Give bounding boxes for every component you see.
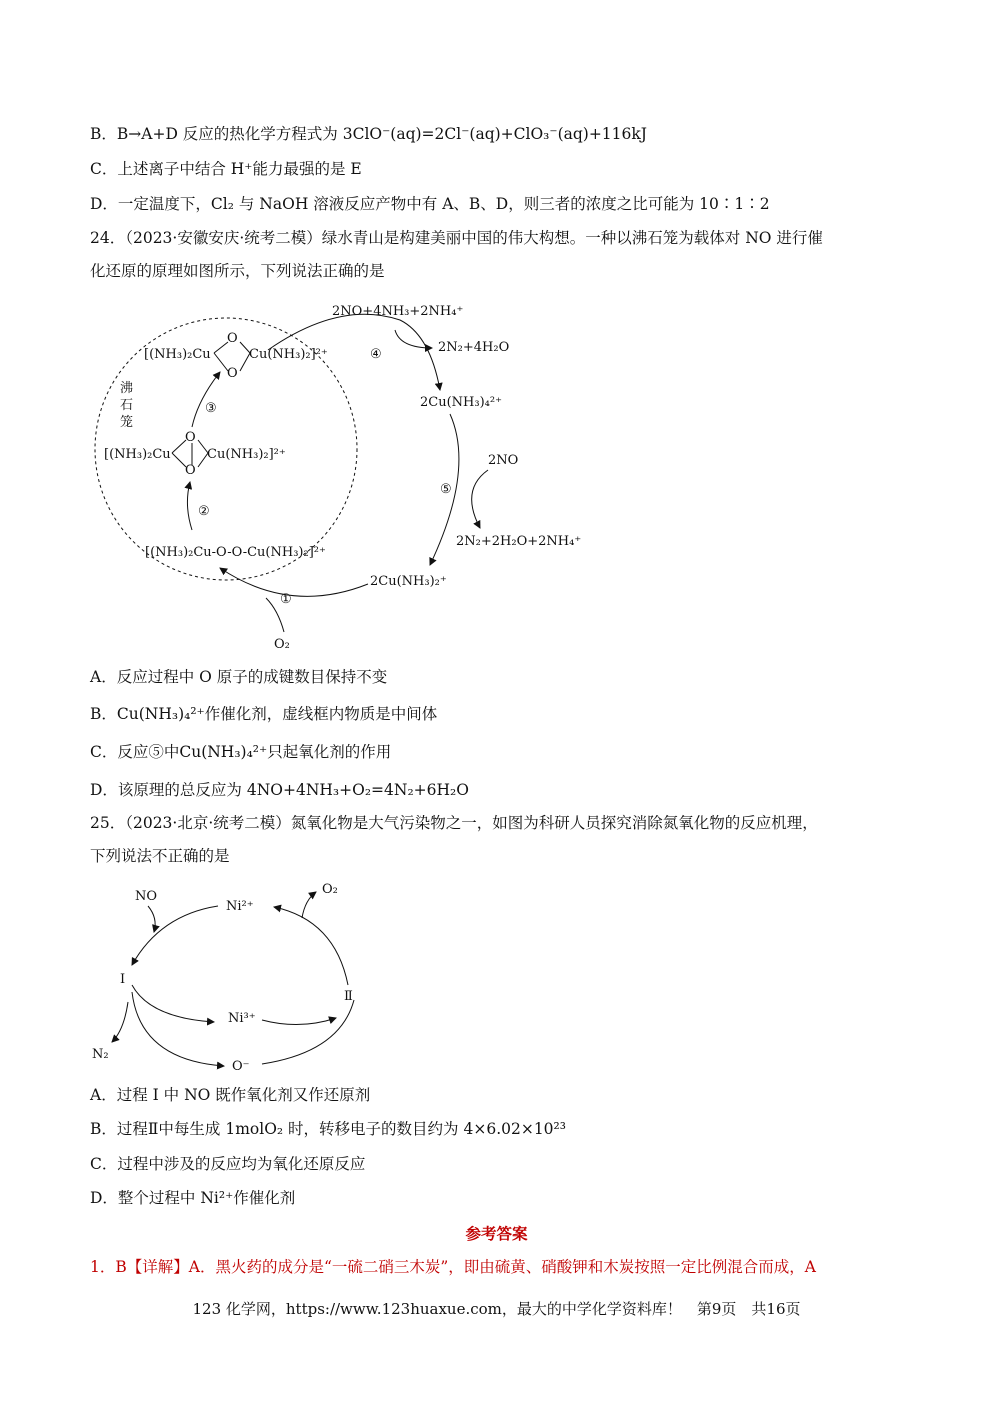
q23-option-c: C．上述离子中结合 H⁺能力最强的是 E: [90, 160, 362, 178]
reactant-step-4: 2NO+4NH₃+2NH₄⁺: [332, 304, 464, 319]
product-step-5: 2N₂+2H₂O+2NH₄⁺: [456, 534, 582, 549]
q24-zeolite-cycle-diagram: [0, 290, 620, 660]
ni3-species: Ni³⁺: [228, 1011, 256, 1026]
step-4-label: ④: [370, 347, 382, 362]
species-top-left: [(NH₃)₂Cu: [144, 347, 211, 362]
q24-option-a: A．反应过程中 O 原子的成键数目保持不变: [90, 668, 388, 686]
state-ii: Ⅱ: [344, 989, 353, 1004]
cage-label-1: 沸: [120, 381, 134, 396]
ni2-species: Ni²⁺: [226, 899, 254, 914]
step-1-label: ①: [280, 592, 292, 607]
o2-product: O₂: [322, 882, 338, 897]
step-3-label: ③: [205, 401, 217, 416]
o-atom-top-2: O: [227, 366, 238, 381]
q25-stem-line1: 25．（2023·北京·统考二模）氮氧化物是大气污染物之一，如图为科研人员探究消除氮氧化物的反应机理，: [90, 814, 818, 832]
answer-section-title: 参考答案: [465, 1224, 528, 1243]
q25-option-a: A．过程 I 中 NO 既作氧化剂又作还原剂: [90, 1086, 371, 1104]
o-minus-species: O⁻: [232, 1059, 250, 1074]
q25-nickel-cycle-diagram: [0, 875, 400, 1080]
page-footer: 123 化学网，https://www.123huaxue.com，最大的中学化学资料库！ 第9页 共16页: [192, 1300, 801, 1318]
species-mid-right: Cu(NH₃)₂]²⁺: [207, 447, 286, 462]
o-atom-top-1: O: [227, 331, 238, 346]
species-top-right: Cu(NH₃)₂]²⁺: [249, 347, 328, 362]
product-step-4: 2N₂+4H₂O: [438, 340, 510, 355]
species-right-bottom: 2Cu(NH₃)₂⁺: [370, 574, 447, 589]
no-reactant: NO: [135, 889, 158, 904]
q23-option-d: D．一定温度下，Cl₂ 与 NaOH 溶液反应产物中有 A、B、D，则三者的浓度之比可能为 10∶1∶2: [90, 195, 770, 213]
cage-label-2: 石: [120, 398, 134, 413]
q25-option-c: C．过程中涉及的反应均为氧化还原反应: [90, 1155, 366, 1173]
n2-product: N₂: [92, 1047, 109, 1062]
step-5-label: ⑤: [440, 482, 452, 497]
state-i: I: [120, 972, 126, 987]
q24-stem-line1: 24．（2023·安徽安庆·统考二模）绿水青山是构建美丽中国的伟大构想。一种以沸石笼为载体对 NO 进行催: [90, 229, 823, 247]
o2-reactant: O₂: [274, 637, 290, 652]
species-bottom: [(NH₃)₂Cu-O-O-Cu(NH₃)₂]²⁺: [145, 545, 326, 560]
q25-option-b: B．过程Ⅱ中每生成 1molO₂ 时，转移电子的数目约为 4×6.02×10²³: [90, 1120, 566, 1138]
species-right-top: 2Cu(NH₃)₄²⁺: [420, 395, 502, 410]
q25-stem-line2: 下列说法不正确的是: [90, 847, 230, 865]
answer-line-1: 1．B【详解】A．黑火药的成分是“一硫二硝三木炭”，即由硫黄、硝酸钾和木炭按照一定比例混合而成，A: [90, 1258, 816, 1276]
q24-option-b: B．Cu(NH₃)₄²⁺作催化剂，虚线框内物质是中间体: [90, 705, 438, 723]
species-mid-left: [(NH₃)₂Cu: [104, 447, 171, 462]
o-atom-mid-2: O: [185, 463, 196, 478]
q25-option-d: D．整个过程中 Ni²⁺作催化剂: [90, 1189, 296, 1207]
q24-option-d: D．该原理的总反应为 4NO+4NH₃+O₂=4N₂+6H₂O: [90, 781, 469, 799]
q24-option-c: C．反应⑤中Cu(NH₃)₄²⁺只起氧化剂的作用: [90, 743, 392, 761]
reactant-step-5: 2NO: [488, 453, 519, 468]
cage-label-3: 笼: [120, 415, 134, 430]
o-atom-mid-1: O: [185, 430, 196, 445]
q23-option-b: B．B→A+D 反应的热化学方程式为 3ClO⁻(aq)=2Cl⁻(aq)+ClO₃⁻(aq)+116kJ: [90, 125, 648, 143]
q24-stem-line2: 化还原的原理如图所示，下列说法正确的是: [90, 262, 385, 280]
step-2-label: ②: [198, 504, 210, 519]
